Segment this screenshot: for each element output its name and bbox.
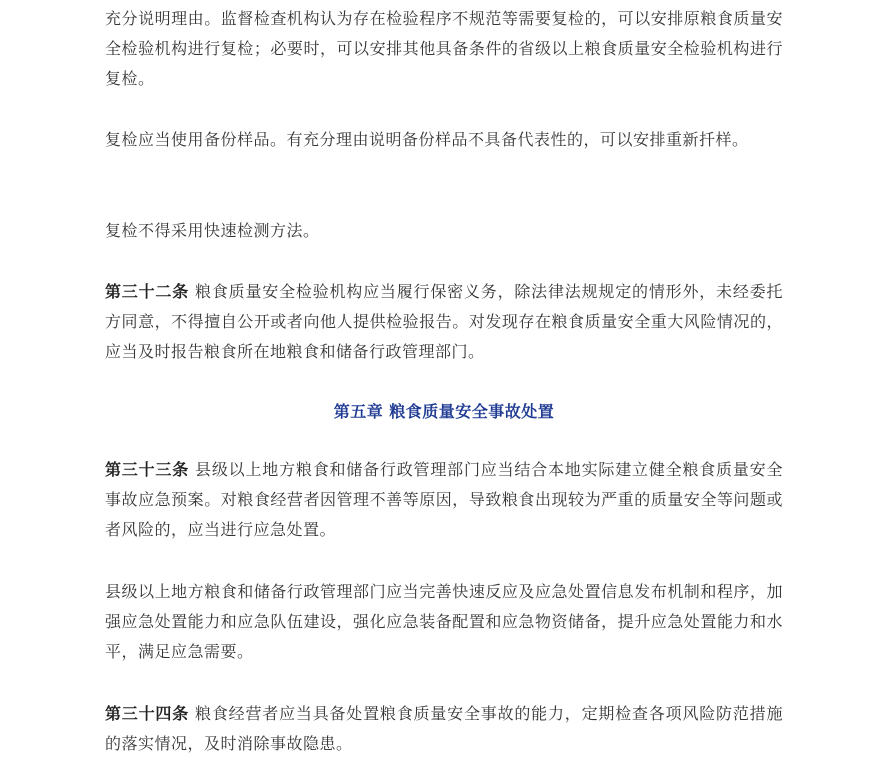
- article-34-number: 第三十四条: [105, 704, 190, 723]
- article-33-number: 第三十三条: [105, 460, 190, 479]
- article-33: [105, 455, 783, 545]
- article-32: [105, 277, 783, 367]
- article-34: [105, 699, 783, 759]
- article-34-text: 粮食经营者应当具备处置粮食质量安全事故的能力，定期检查各项风险防范措施的落实情况，及时消除事故隐患。: [105, 704, 783, 753]
- article-32-number: 第三十二条: [105, 282, 190, 301]
- article-33-text: 县级以上地方粮食和储备行政管理部门应当结合本地实际建立健全粮食质量安全事故应急预案。对粮食经营者因管理不善等原因，导致粮食出现较为严重的质量安全等问题或者风险的，应当进行应急处置。: [105, 460, 783, 539]
- paragraph-recheck-reason: 充分说明理由。监督检查机构认为存在检验程序不规范等需要复检的，可以安排原粮食质量安全检验机构进行复检；必要时，可以安排其他具备条件的省级以上粮食质量安全检验机构进行复检。: [105, 9, 783, 88]
- article-32-text: 粮食质量安全检验机构应当履行保密义务，除法律法规规定的情形外，未经委托方同意，不得擅自公开或者向他人提供检验报告。对发现存在粮食质量安全重大风险情况的，应当及时报告粮食所在地粮食和储备行政管理部门。: [105, 282, 783, 361]
- paragraph-emergency-mechanism: 县级以上地方粮食和储备行政管理部门应当完善快速反应及应急处置信息发布机制和程序，加强应急处置能力和应急队伍建设，强化应急装备配置和应急物资储备，提升应急处置能力和水平，满足应急需要。: [105, 582, 783, 661]
- paragraph-backup-sample: 复检应当使用备份样品。有充分理由说明备份样品不具备代表性的，可以安排重新扦样。: [105, 130, 749, 149]
- chapter-5-heading: 第五章 粮食质量安全事故处置: [333, 402, 555, 421]
- paragraph-no-quick-test: 复检不得采用快速检测方法。: [105, 221, 320, 240]
